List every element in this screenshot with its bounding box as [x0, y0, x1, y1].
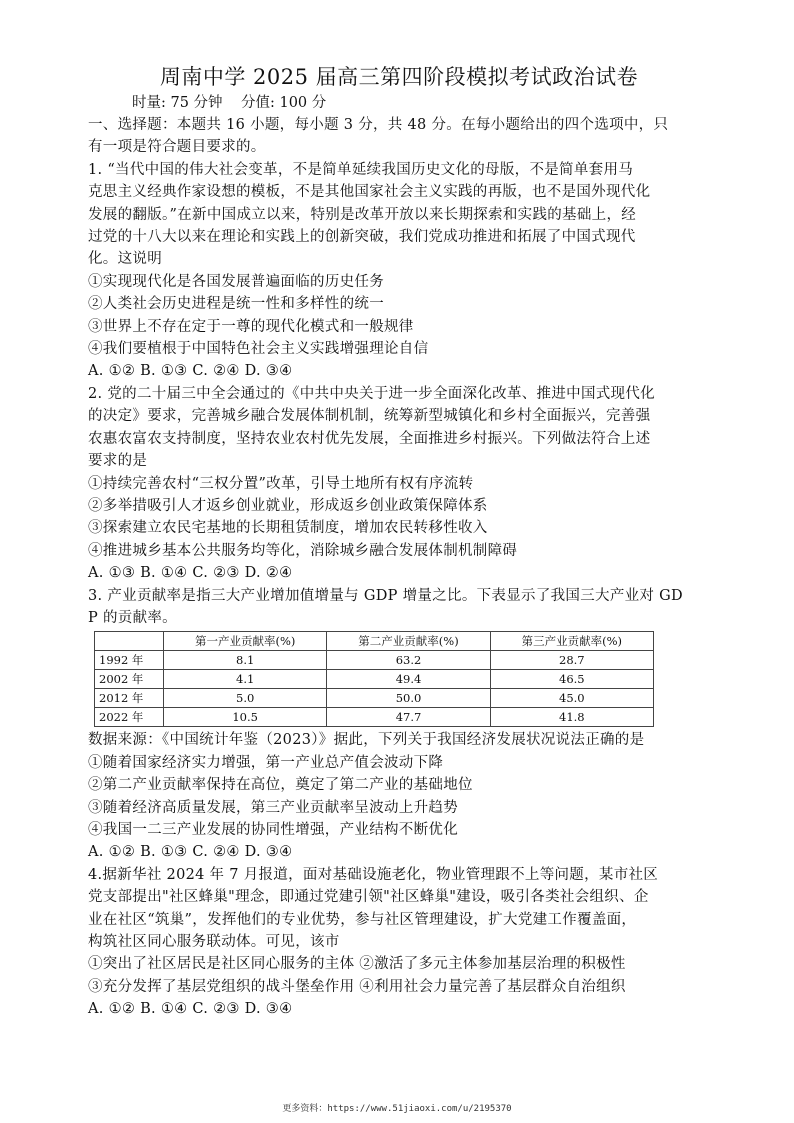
question-text: 农惠农富农支持制度，坚持农业农村优先发展，全面推进乡村振兴。下列做法符合上述: [88, 430, 651, 447]
table-cell: 50.0: [327, 689, 490, 708]
answer-choices: A. ①③ B. ①④ C. ②③ D. ②④: [88, 565, 293, 582]
table-cell: 49.4: [327, 670, 490, 689]
table-cell: 2012 年: [95, 689, 164, 708]
table-cell: 28.7: [490, 651, 653, 670]
answer-choices: A. ①② B. ①③ C. ②④ D. ③④: [88, 363, 293, 380]
question-text: 发展的翻版。”在新中国成立以来，特别是改革开放以来长期探索和实践的基础上，经: [88, 206, 637, 223]
exam-meta: 时量: 75 分钟 分值: 100 分: [132, 95, 327, 111]
table-header: 第三产业贡献率(%): [490, 632, 653, 651]
question-2: [88, 383, 710, 585]
table-header: 第二产业贡献率(%): [327, 632, 490, 651]
table-cell: 5.0: [164, 689, 327, 708]
table-cell: 63.2: [327, 651, 490, 670]
question-4: [88, 864, 710, 1021]
question-text: 构筑社区同心服务联动体。可见，该市: [88, 934, 340, 950]
question-3: [88, 585, 710, 864]
statement-option: ②人类社会历史进程是统一性和多样性的统一: [88, 296, 384, 313]
table-cell: 45.0: [490, 689, 653, 708]
page-title: 周南中学 2025 届高三第四阶段模拟考试政治试卷: [159, 65, 639, 89]
question-text: 过党的十八大以来在理论和实践上的创新突破，我们党成功推进和拓展了中国式现代: [88, 229, 636, 246]
exam-page: [88, 62, 710, 1021]
answer-choices: A. ①② B. ①④ C. ②③ D. ③④: [88, 1001, 293, 1018]
question-text: 化。这说明: [88, 251, 162, 268]
table-header: [95, 632, 164, 651]
statement-option: ③随着经济高质量发展，第三产业贡献率呈波动上升趋势: [88, 799, 458, 816]
question-text: 数据来源：《中国统计年鉴（2023）》据此，下列关于我国经济发展状况说法正确的是: [88, 732, 645, 749]
statement-option: ③探索建立农民宅基地的长期租赁制度，增加农民转移性收入: [88, 520, 488, 537]
statement-option: ②多举措吸引人才返乡创业就业，形成返乡创业政策保障体系: [88, 497, 488, 514]
question-text: 1. “当代中国的伟大社会变革，不是简单延续我国历史文化的母版，不是简单套用马: [88, 161, 634, 178]
table-cell: 2002 年: [95, 670, 164, 689]
statement-option: ③世界上不存在定于一尊的现代化模式和一般规律: [88, 318, 414, 335]
contribution-table: [94, 631, 654, 727]
question-text: P 的贡献率。: [88, 609, 177, 626]
statement-option: ①突出了社区居民是社区同心服务的主体 ②激活了多元主体参加基层治理的积极性: [88, 956, 626, 973]
table-cell: 10.5: [164, 708, 327, 727]
question-1: [88, 159, 710, 383]
statement-option: ④我国一二三产业发展的协同性增强，产业结构不断优化: [88, 821, 458, 838]
statement-option: ①实现现代化是各国发展普遍面临的历史任务: [88, 273, 384, 290]
statement-option: ①持续完善农村“三权分置”改革，引导土地所有权有序流转: [88, 475, 474, 492]
statement-option: ④我们要植根于中国特色社会主义实践增强理论自信: [88, 341, 429, 358]
question-text: 克思主义经典作家设想的模板，不是其他国家社会主义实践的再版，也不是国外现代化: [88, 184, 651, 201]
question-text: 3. 产业贡献率是指三大产业增加值增量与 GDP 增量之比。下表显示了我国三大产业对 GD: [88, 587, 683, 604]
table-row: [95, 651, 654, 670]
table-header: 第一产业贡献率(%): [164, 632, 327, 651]
statement-option: ③充分发挥了基层党组织的战斗堡垒作用 ④利用社会力量完善了基层群众自治组织: [88, 978, 626, 995]
question-text: 2. 党的二十届三中全会通过的《中共中央关于进一步全面深化改革、推进中国式现代化: [88, 385, 655, 402]
statement-option: ①随着国家经济实力增强，第一产业总产值会波动下降: [88, 754, 444, 771]
question-text: 要求的是: [88, 453, 148, 470]
table-row: [95, 670, 654, 689]
table-cell: 47.7: [327, 708, 490, 727]
question-text: 4.据新华社 2024 年 7 月报道，面对基础设施老化，物业管理跟不上等问题，某市社区: [88, 866, 659, 883]
table-cell: 2022 年: [95, 708, 164, 727]
table-cell: 4.1: [164, 670, 327, 689]
answer-choices: A. ①② B. ①③ C. ②④ D. ③④: [88, 844, 293, 861]
table-cell: 8.1: [164, 651, 327, 670]
table-row: [95, 708, 654, 727]
table-cell: 41.8: [490, 708, 653, 727]
table-header-row: [95, 632, 654, 651]
table-cell: 1992 年: [95, 651, 164, 670]
footer-link[interactable]: 更多资料：https://www.51jiaoxi.com/u/2195370: [282, 1104, 512, 1114]
section-heading: 有一项是符合题目要求的。: [88, 139, 266, 156]
statement-option: ②第二产业贡献率保持在高位，奠定了第二产业的基础地位: [88, 777, 473, 794]
statement-option: ④推进城乡基本公共服务均等化，消除城乡融合发展体制机制障碍: [88, 542, 518, 559]
question-text: 党支部提出"社区蜂巢"理念，即通过党建引领"社区蜂巢"建设，吸引各类社会组织、企: [88, 889, 649, 906]
section-heading: 一、选择题：本题共 16 小题，每小题 3 分，共 48 分。在每小题给出的四个选项中，只: [88, 117, 669, 133]
table-cell: 46.5: [490, 670, 653, 689]
table-row: [95, 689, 654, 708]
question-text: 业在社区“筑巢”，发挥他们的专业优势，参与社区管理建设，扩大党建工作覆盖面，: [88, 911, 637, 928]
question-text: 的决定》要求，完善城乡融合发展体制机制，统筹新型城镇化和乡村全面振兴，完善强: [88, 408, 651, 425]
